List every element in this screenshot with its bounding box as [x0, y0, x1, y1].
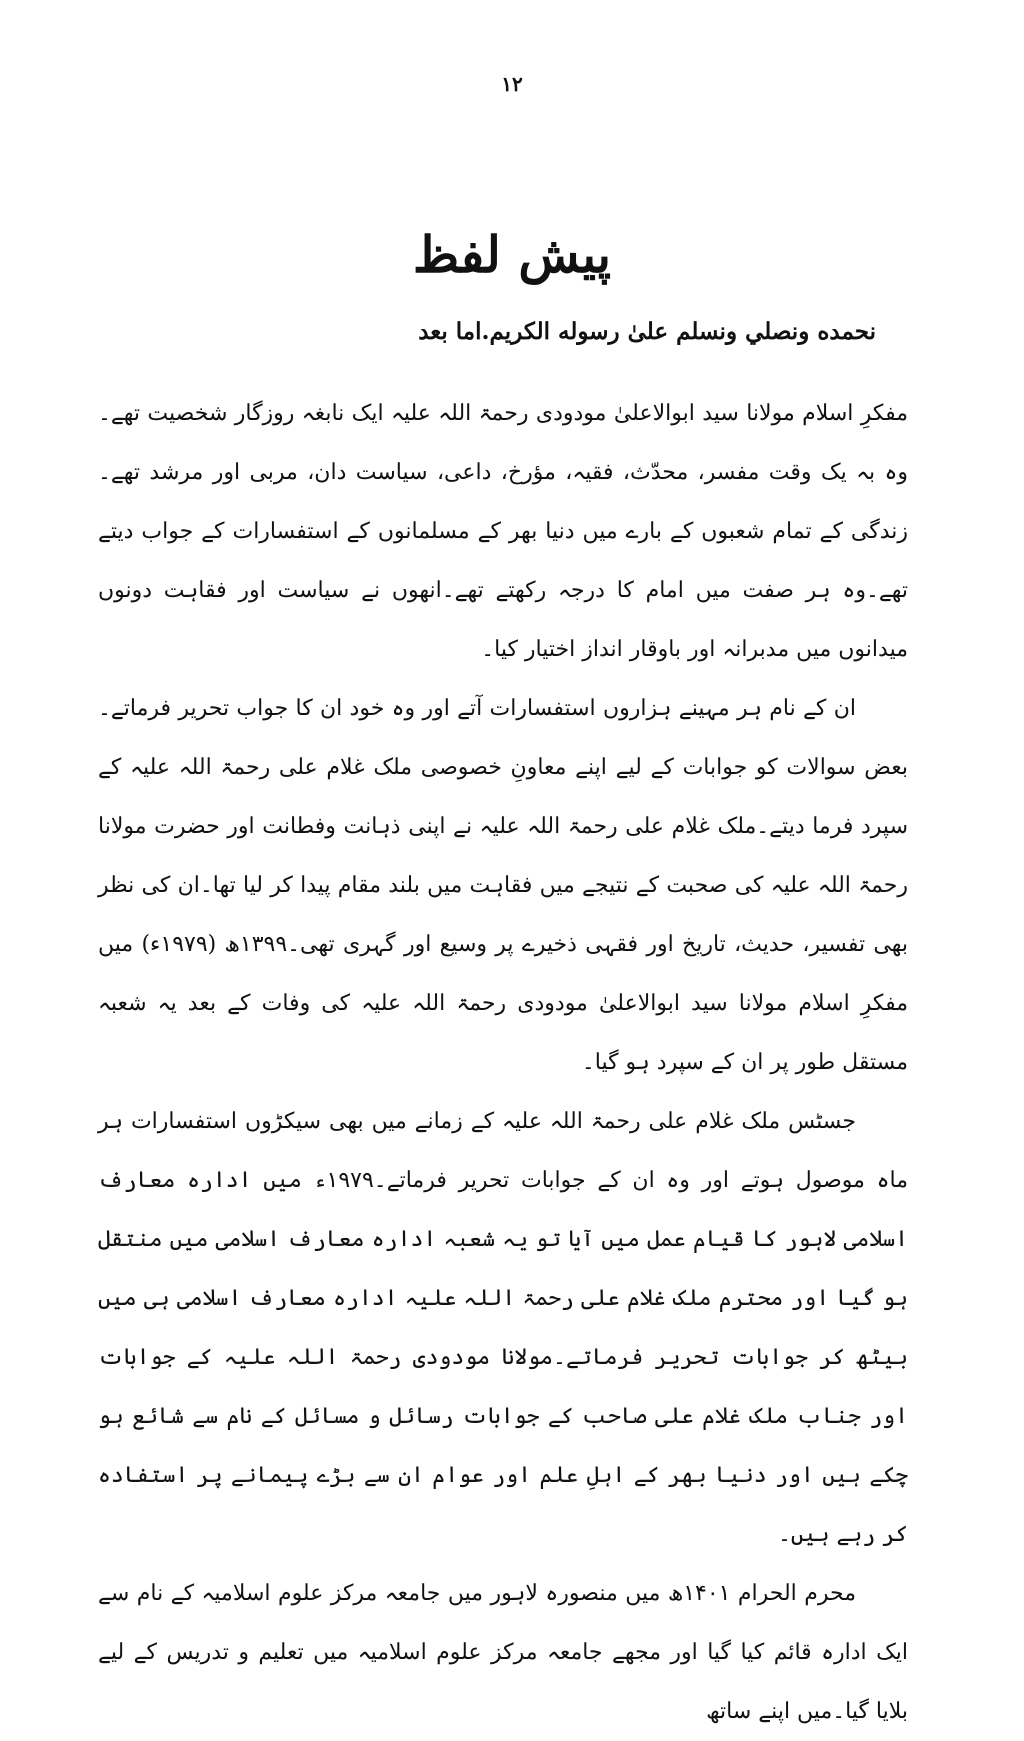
- paragraph-2: ان کے نام ہر مہینے ہزاروں استفسارات آتے اور وہ خود ان کا جواب تحریر فرماتے۔بعض سوالات کو جوابات کے لیے اپنے معاونِ خصوصی ملک غلام علی رحمۃ اللہ علیہ کے سپرد فرما دیتے۔ملک غلام علی رحمۃ اللہ علیہ نے اپنی ذہانت وفطانت اور حضرت مولانا رحمۃ اللہ علیہ کی صحبت کے نتیجے میں فقاہت میں بلند مقام پیدا کر لیا تھا۔ان کی نظر بھی تفسیر، حدیث، تاریخ اور فقہی ذخیرے پر وسیع اور گہری تھی۔۱۳۹۹ھ (۱۹۷۹ء) میں مفکرِ اسلام مولانا سید ابوالاعلیٰ مودودی رحمۃ اللہ علیہ کی وفات کے بعد یہ شعبہ مستقل طور پر ان کے سپرد ہو گیا۔: [98, 696, 908, 1075]
- page-number: ۱۲: [501, 72, 523, 96]
- paragraph-3: جسٹس ملک غلام علی رحمۃ اللہ علیہ کے زمانے میں بھی سیکڑوں استفسارات ہر ماہ موصول ہوتے اور وہ ان کے جوابات تحریر فرماتے۔۱۹۷۹ء میں ادارہ معارف اسلامی لاہور کا قیام عمل میں آیا تو یہ شعبہ ادارہ معارف اسلامی میں منتقل ہو گیا اور محترم ملک غلام علی رحمۃ اللہ علیہ ادارہ معارف اسلامی ہی میں بیٹھ کر جوابات تحریر فرماتے۔مولانا مودودی رحمۃ اللہ علیہ کے جوابات اور جناب ملک غلام علی صاحب کے جوابات رسائل و مسائل کے نام سے شائع ہو چکے ہیں اور دنیا بھر کے اہلِ علم اور عوام ان سے بڑے پیمانے پر استفادہ کر رہے ہیں۔: [98, 1109, 908, 1547]
- salutation: نحمده ونصلي ونسلم علىٰ رسوله الكريم.اما بعد: [418, 318, 876, 345]
- paragraph-1: مفکرِ اسلام مولانا سید ابوالاعلیٰ مودودی رحمۃ اللہ علیہ ایک نابغہ روزگار شخصیت تھے۔وہ بہ یک وقت مفسر، محدّث، فقیہ، مؤرخ، داعی، سیاست دان، مربی اور مرشد تھے۔زندگی کے تمام شعبوں کے بارے میں دنیا بھر کے مسلمانوں کے استفسارات کے جواب دیتے تھے۔وہ ہر صفت میں امام کا درجہ رکھتے تھے۔انھوں نے سیاست اور فقاہت دونوں میدانوں میں مدبرانہ اور باوقار انداز اختیار کیا۔: [98, 401, 908, 662]
- body-text: [98, 384, 908, 1741]
- page-title: پیش لفظ: [412, 225, 612, 284]
- paragraph-4: محرم الحرام ۱۴۰۱ھ میں منصورہ لاہور میں جامعہ مرکز علوم اسلامیہ کے نام سے ایک ادارہ قائم کیا گیا اور مجھے جامعہ مرکز علوم اسلامیہ میں تعلیم و تدریس کے لیے بلایا گیا۔میں اپنے ساتھ: [98, 1581, 908, 1724]
